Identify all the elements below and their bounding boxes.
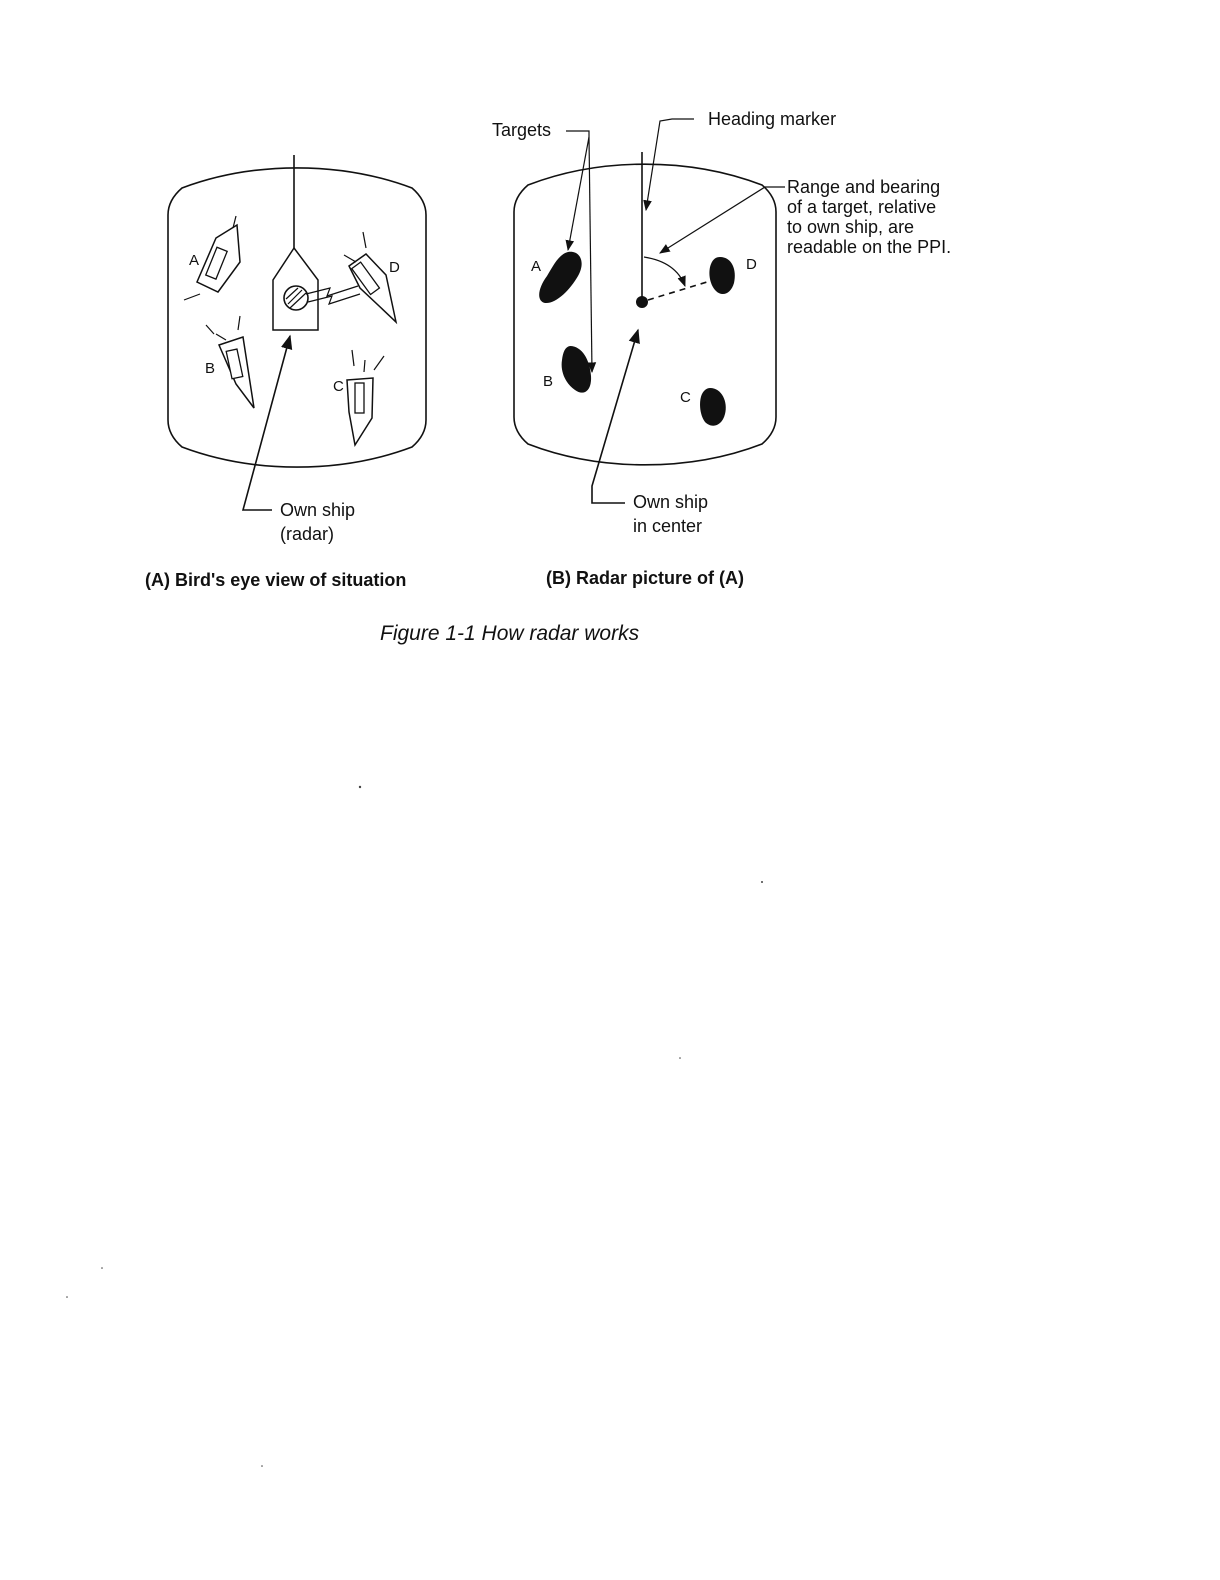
panel-a-birds-eye-view: [145, 155, 426, 590]
heading-marker-label: Heading marker: [708, 109, 837, 129]
panel-a-caption: (A) Bird's eye view of situation: [145, 570, 407, 590]
panel-b-ppi-outline: [514, 164, 776, 465]
target-d-label: D: [746, 256, 757, 273]
target-c-label: C: [680, 389, 691, 406]
panel-a-own-ship-label-2: (radar): [280, 524, 335, 544]
target-b-echo: [562, 346, 591, 393]
panel-b-own-ship-leader: [592, 330, 638, 503]
target-c-echo: [700, 388, 726, 426]
ship-a-label: A: [189, 252, 200, 269]
targets-label: Targets: [492, 120, 552, 140]
scan-specks: [66, 786, 763, 1467]
own-ship-center-dot: [636, 296, 648, 308]
range-dashed-line: [648, 278, 720, 300]
ship-d-label: D: [389, 259, 400, 276]
panel-b-radar-picture: [492, 109, 951, 588]
own-ship-icon: [273, 248, 318, 330]
range-bearing-line-2: of a target, relative: [787, 197, 937, 217]
target-a-label: A: [531, 258, 542, 275]
target-d-echo: [709, 257, 734, 294]
range-bearing-line-1: Range and bearing: [787, 177, 941, 197]
panel-b-own-ship-label-2: in center: [633, 516, 703, 536]
panel-b-caption: (B) Radar picture of (A): [546, 568, 744, 588]
target-b-label: B: [543, 373, 554, 390]
panel-a-own-ship-leader: [243, 336, 290, 510]
targets-leader-bracket: [566, 131, 589, 137]
panel-a-own-ship-label-1: Own ship: [280, 500, 356, 520]
target-a-echo: [539, 252, 581, 303]
range-bearing-line-4: readable on the PPI.: [787, 237, 952, 257]
panel-b-own-ship-label-1: Own ship: [633, 492, 709, 512]
ship-c-label: C: [333, 378, 344, 395]
ship-b-label: B: [205, 360, 216, 377]
targets-leader-to-a: [568, 137, 589, 250]
range-bearing-leader: [660, 187, 785, 253]
targets-leader-to-b: [589, 137, 592, 372]
figure-caption: Figure 1-1 How radar works: [380, 622, 640, 645]
ship-c-icon: [347, 350, 384, 445]
bearing-arc: [644, 257, 685, 286]
ship-d-icon: [344, 232, 396, 322]
range-bearing-line-3: to own ship, are: [787, 217, 915, 237]
